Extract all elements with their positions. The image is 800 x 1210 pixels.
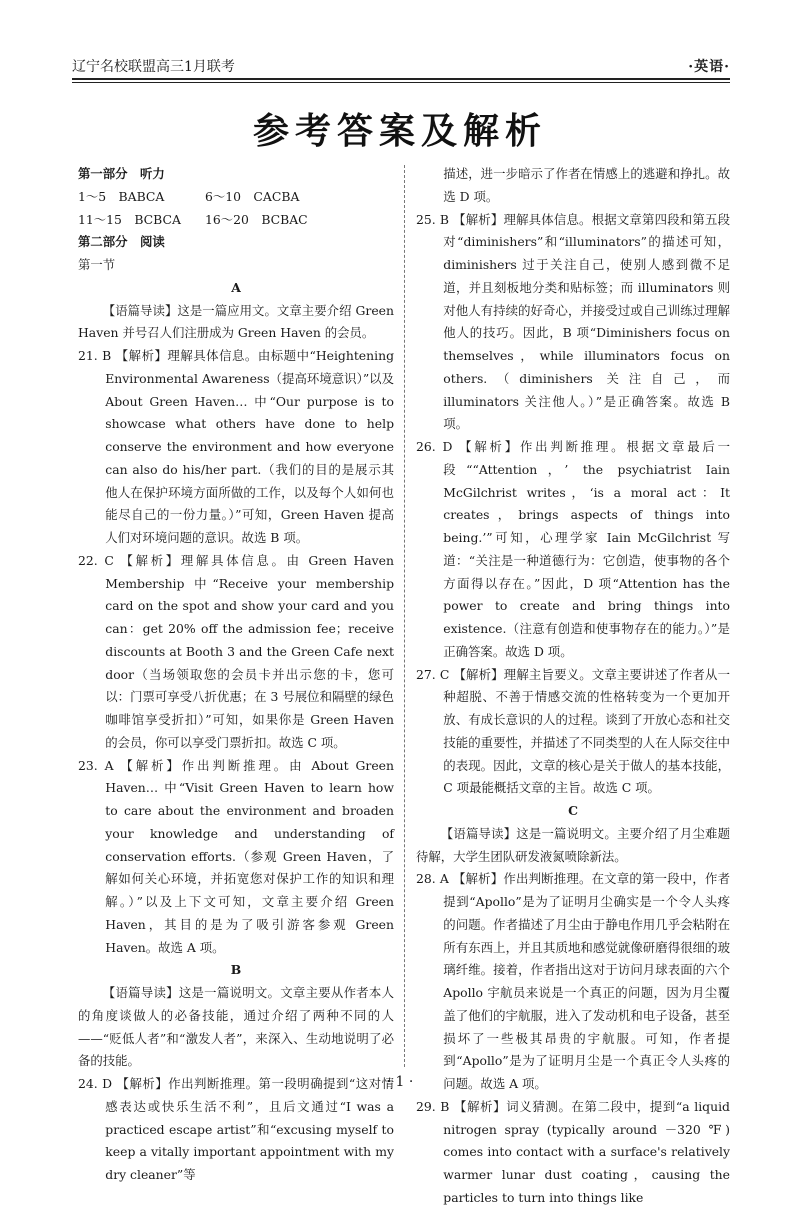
passage-heading-b: B (230, 962, 242, 978)
section-label: 第一节 (78, 257, 116, 272)
answer-group: 16～20 BCBAC (205, 211, 308, 227)
left-column (78, 163, 394, 1187)
page-title: 参考答案及解析 (252, 111, 547, 152)
answer-group: 6～10 CACBA (205, 188, 300, 204)
passage-b-intro: 【语篇导读】这是一篇说明文。文章主要从作者本人的角度谈做人的必备技能，通过介绍了两种不同的人——“贬低人者”和“激发人者”，来深入、生动地说明了必备的技能。 (78, 985, 394, 1069)
header-rule-thin (72, 82, 730, 83)
answer-explanation-25: 25. B 【解析】理解具体信息。根据文章第四段和第五段对“diminishers”和“illuminators”的描述可知，diminishers 过于关注自己，使别人感到微不足道，并且刻板地分类和贴标签；而 illuminators 则对他人有持续的好奇心，并接受过或自己训练过理解他人的技巧。因此，B 项“Diminishers focus on themselves，while illuminators focus on others.（diminishers 关注自己，而 illuminators 关注他人。）”是正确答案。故选 B 项。 (416, 211, 730, 432)
answer-explanation-23: 23. A 【解析】作出判断推理。由 About Green Haven… 中“Visit Green Haven to learn how to care about the environment and broaden your knowledge and understanding of conservation efforts.（参观 Green Haven，了解如何关心环境，并拓宽您对保护工作的知识和理解。）”以及上下文可知，文章主要介绍 Green Haven，其目的是为了吸引游客参观 Green Haven。故选 A 项。 (78, 757, 394, 955)
answer-group: 11～15 BCBCA (78, 211, 181, 227)
header-rule (72, 78, 730, 80)
column-divider (404, 165, 405, 1067)
answer-row (78, 209, 394, 232)
page-number: · 1 · (386, 1074, 414, 1090)
answer-explanation-29: 29. B 【解析】词义猜测。在第二段中，提到“a liquid nitrogen spray (typically around －320 ℉) comes into contact with a surface's relatively warmer lunar dust coating，causing the particles to turn into things like (416, 1098, 730, 1205)
answer-explanation-24-continued: 描述，进一步暗示了作者在情感上的逃避和挣扎。故选 D 项。 (443, 166, 730, 204)
answer-explanation-24: 24. D 【解析】作出判断推理。第一段明确提到“这对情感表达或快乐生活不利”，且后文通过“I was a practiced escape artist”和“excusing myself to keep a vitally important appointment with my dry cleaner”等 (78, 1076, 394, 1182)
answer-row (78, 186, 394, 209)
passage-heading-c: C (568, 803, 578, 818)
part1-heading: 第一部分 听力 (78, 166, 165, 181)
answer-group: 1～5 BABCA (78, 188, 165, 204)
passage-c-intro: 【语篇导读】这是一篇说明文。主要介绍了月尘难题待解，大学生团队研发液氮喷除新法。 (416, 825, 730, 864)
answer-explanation-27: 27. C 【解析】理解主旨要义。文章主要讲述了作者从一种超脱、不善于情感交流的性格转变为一个更加开放、有成长意识的人的过程。谈到了开放心态和社交技能的重要性，并描述了不同类型的人在人际交往中的表现。因此，文章的核心是关于做人的基本技能，C 项最能概括文章的主旨。故选 C 项。 (416, 666, 730, 796)
answer-explanation-28: 28. A 【解析】作出判断推理。在文章的第一段中，作者提到“Apollo”是为了证明月尘确实是一个令人头疼的问题。作者描述了月尘由于静电作用几乎会粘附在所有东西上，并且其质地和感觉就像研磨得很细的玻璃纤维。接着，作者指出这对于访问月球表面的六个 Apollo 宇航员来说是一个真正的问题，因为月尘覆盖了他们的宇航服，进入了发动机和电子设备，甚至损坏了一些极其昂贵的宇航服。可知，作者提到“Apollo”是为了证明月尘是一个真正令人头疼的问题。故选 A 项。 (416, 871, 730, 1091)
answer-explanation-21: 21. B 【解析】理解具体信息。由标题中“Heightening Environmental Awareness（提高环境意识）”以及 About Green Haven… 中“Our purpose is to showcase what others have done to help conserve the environment and how everyone can also do his/her part.（我们的目的是展示其他人在保护环境方面所做的工作，以及每个人如何也能尽自己的一份力量。）”可知，Green Haven 提高人们对环境问题的意识。故选 B 项。 (78, 348, 394, 545)
right-column (416, 163, 730, 1210)
passage-a-intro: 【语篇导读】这是一篇应用文。文章主要介绍 Green Haven 并号召人们注册成为 Green Haven 的会员。 (78, 302, 394, 341)
answer-explanation-22: 22. C 【解析】理解具体信息。由 Green Haven Membership 中“Receive your membership card on the spot and show your card and you can：get 20% off the admission fee；receive discounts at Booth 3 and the Green Cafe next door（当场领取您的会员卡并出示您的卡，您可以：门票可享受八折优惠；在 3 号展位和隔壁的绿色咖啡馆享受折扣）”可知，如果你是 Green Haven 的会员，你可以享受门票折扣。故选 C 项。 (78, 552, 394, 750)
passage-heading-a: A (231, 279, 241, 295)
subject-label: ·英语· (688, 59, 730, 75)
answer-explanation-26: 26. D 【解析】作出判断推理。根据文章最后一段““Attention，’ the psychiatrist Iain McGilchrist writes，‘is a moral act：It creates，brings aspects of things into being.’”可知，心理学家 Iain McGilchrist 写道：“关注是一种道德行为：它创造，使事物的各个方面得以存在。”因此，D 项“Attention has the power to create and bring things into existence.（注意有创造和使事物存在的能力。）”是正确答案。故选 D 项。 (416, 439, 730, 659)
exam-title: 辽宁名校联盟高三1月联考 (72, 59, 235, 75)
part2-heading: 第二部分 阅读 (78, 234, 165, 250)
page-header (72, 48, 730, 76)
